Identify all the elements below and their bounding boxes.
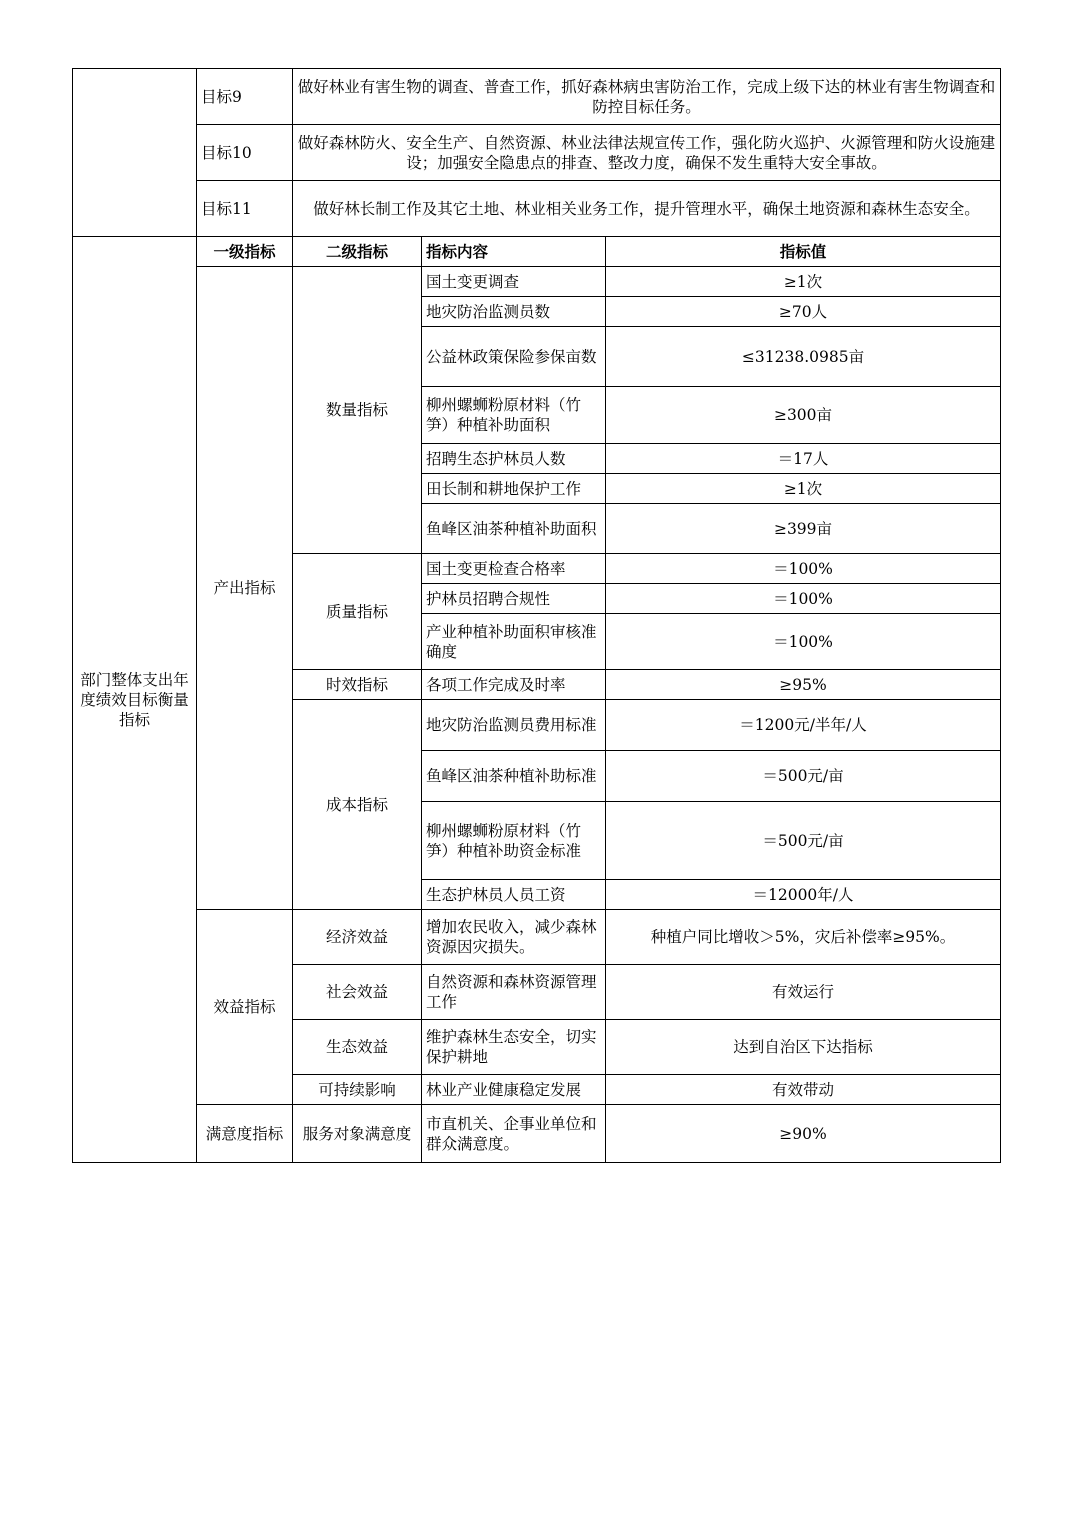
level2-service: 服务对象满意度 — [293, 1105, 422, 1163]
indicator-value: ＝100% — [606, 614, 1001, 670]
level2-sustainable: 可持续影响 — [293, 1075, 422, 1105]
header-level1: 一级指标 — [197, 237, 293, 267]
table-row — [73, 1105, 1001, 1163]
level2-cost: 成本指标 — [293, 700, 422, 910]
level2-economic: 经济效益 — [293, 910, 422, 965]
indicator-value: ≥1次 — [606, 267, 1001, 297]
header-level2: 二级指标 — [293, 237, 422, 267]
indicator-value: ≥70人 — [606, 297, 1001, 327]
performance-table — [72, 68, 1001, 1163]
table-row — [73, 910, 1001, 965]
indicator-value: ＝100% — [606, 554, 1001, 584]
indicator-content: 林业产业健康稳定发展 — [422, 1075, 606, 1105]
indicator-value: ≥1次 — [606, 474, 1001, 504]
indicator-content: 维护森林生态安全，切实保护耕地 — [422, 1020, 606, 1075]
indicator-content: 鱼峰区油茶种植补助标准 — [422, 751, 606, 802]
goal-label: 目标9 — [197, 69, 293, 125]
indicator-value: ＝500元/亩 — [606, 802, 1001, 880]
table-row — [73, 267, 1001, 297]
indicator-content: 市直机关、企事业单位和群众满意度。 — [422, 1105, 606, 1163]
level2-timeliness: 时效指标 — [293, 670, 422, 700]
indicator-content: 产业种植补助面积审核准确度 — [422, 614, 606, 670]
indicator-content: 各项工作完成及时率 — [422, 670, 606, 700]
indicator-content: 柳州螺蛳粉原材料（竹笋）种植补助面积 — [422, 387, 606, 444]
indicator-content: 地灾防治监测员数 — [422, 297, 606, 327]
indicator-value: ≥90% — [606, 1105, 1001, 1163]
indicator-value: ＝1200元/半年/人 — [606, 700, 1001, 751]
indicator-content: 田长制和耕地保护工作 — [422, 474, 606, 504]
goal-text: 做好林长制工作及其它土地、林业相关业务工作，提升管理水平，确保土地资源和森林生态安全。 — [293, 181, 1001, 237]
header-content: 指标内容 — [422, 237, 606, 267]
level1-output: 产出指标 — [197, 267, 293, 910]
indicator-content: 国土变更调查 — [422, 267, 606, 297]
goal-label: 目标10 — [197, 125, 293, 181]
indicator-value: 种植户同比增收＞5%，灾后补偿率≥95%。 — [606, 910, 1001, 965]
level2-quantity: 数量指标 — [293, 267, 422, 554]
indicator-content: 生态护林员人员工资 — [422, 880, 606, 910]
level1-benefit: 效益指标 — [197, 910, 293, 1105]
indicator-value: ≥95% — [606, 670, 1001, 700]
goal-row — [73, 181, 1001, 237]
indicator-content: 公益林政策保险参保亩数 — [422, 327, 606, 387]
level2-quality: 质量指标 — [293, 554, 422, 670]
indicator-value: 有效带动 — [606, 1075, 1001, 1105]
header-row — [73, 237, 1001, 267]
indicator-content: 自然资源和森林资源管理工作 — [422, 965, 606, 1020]
goal-label: 目标11 — [197, 181, 293, 237]
indicator-content: 增加农民收入，减少森林资源因灾损失。 — [422, 910, 606, 965]
indicator-content: 招聘生态护林员人数 — [422, 444, 606, 474]
goal-text: 做好森林防火、安全生产、自然资源、林业法律法规宣传工作，强化防火巡护、火源管理和防火设施建设；加强安全隐患点的排查、整改力度，确保不发生重特大安全事故。 — [293, 125, 1001, 181]
goal-section-cell — [73, 69, 197, 237]
indicator-content: 国土变更检查合格率 — [422, 554, 606, 584]
level2-ecological: 生态效益 — [293, 1020, 422, 1075]
header-value: 指标值 — [606, 237, 1001, 267]
indicator-value: ＝12000年/人 — [606, 880, 1001, 910]
section-label: 部门整体支出年度绩效目标衡量指标 — [73, 237, 197, 1163]
indicator-value: ≥399亩 — [606, 504, 1001, 554]
indicator-value: ≥300亩 — [606, 387, 1001, 444]
indicator-value: ＝500元/亩 — [606, 751, 1001, 802]
indicator-content: 柳州螺蛳粉原材料（竹笋）种植补助资金标准 — [422, 802, 606, 880]
level1-satisfaction: 满意度指标 — [197, 1105, 293, 1163]
indicator-content: 地灾防治监测员费用标准 — [422, 700, 606, 751]
goal-row — [73, 125, 1001, 181]
level2-social: 社会效益 — [293, 965, 422, 1020]
goal-text: 做好林业有害生物的调查、普查工作，抓好森林病虫害防治工作，完成上级下达的林业有害生物调查和防控目标任务。 — [293, 69, 1001, 125]
indicator-value: ＝100% — [606, 584, 1001, 614]
goal-row — [73, 69, 1001, 125]
indicator-value: ≤31238.0985亩 — [606, 327, 1001, 387]
indicator-value: 有效运行 — [606, 965, 1001, 1020]
indicator-value: 达到自治区下达指标 — [606, 1020, 1001, 1075]
indicator-content: 护林员招聘合规性 — [422, 584, 606, 614]
indicator-content: 鱼峰区油茶种植补助面积 — [422, 504, 606, 554]
indicator-value: ＝17人 — [606, 444, 1001, 474]
